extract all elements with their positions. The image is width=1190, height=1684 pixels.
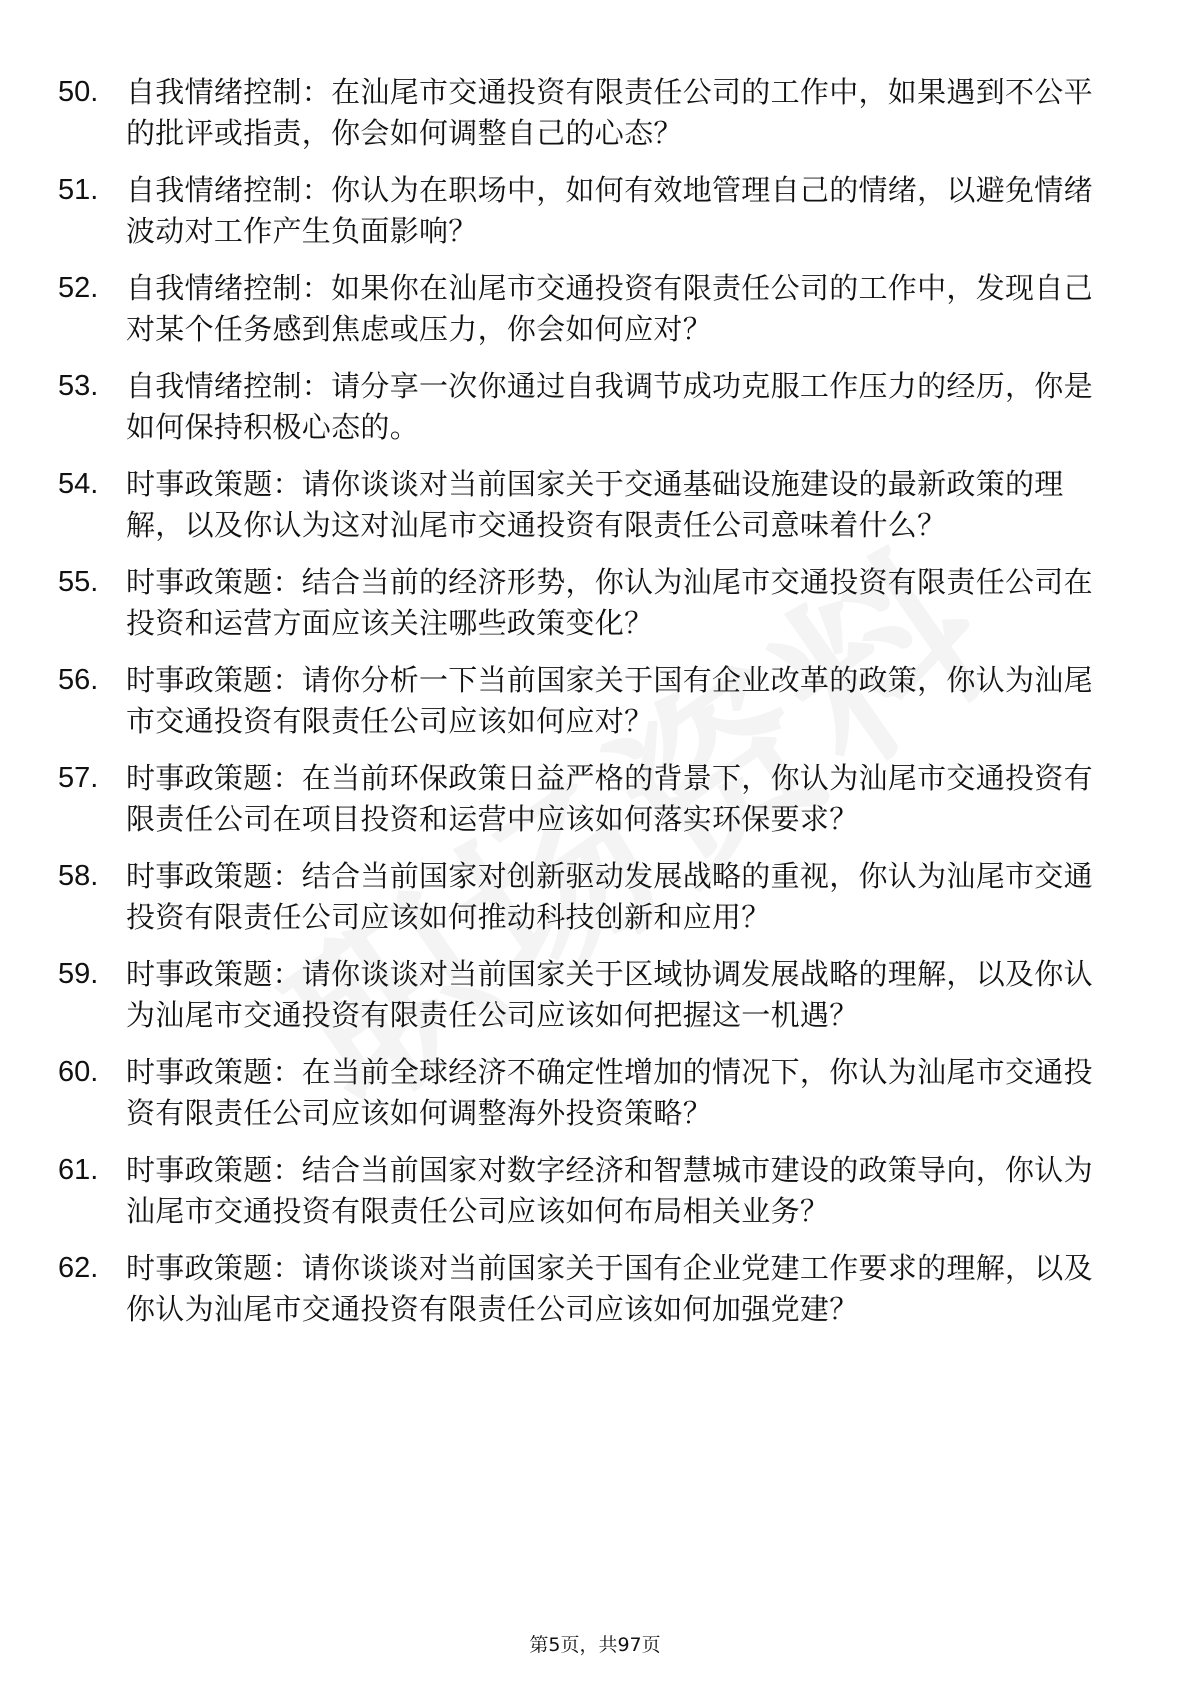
question-text: 自我情绪控制：你认为在职场中，如何有效地管理自己的情绪，以避免情绪波动对工作产生负面影响？ [126,173,1093,248]
question-number: 60. [58,1056,99,1088]
page-footer: 第5页，共97页 [529,1634,661,1656]
question-number: 55. [58,566,99,598]
question-item [58,758,1108,840]
question-text: 时事政策题：结合当前的经济形势，你认为汕尾市交通投资有限责任公司在投资和运营方面应该关注哪些政策变化？ [126,565,1093,640]
question-text: 自我情绪控制：请分享一次你通过自我调节成功克服工作压力的经历，你是如何保持积极心态的。 [126,369,1093,444]
question-text: 自我情绪控制：在汕尾市交通投资有限责任公司的工作中，如果遇到不公平的批评或指责，你会如何调整自己的心态？ [126,75,1093,150]
question-number: 52. [58,272,99,304]
question-text: 时事政策题：请你谈谈对当前国家关于国有企业党建工作要求的理解，以及你认为汕尾市交通投资有限责任公司应该如何加强党建？ [126,1251,1093,1326]
question-number: 58. [58,860,99,892]
question-item [58,1150,1108,1232]
question-number: 61. [58,1154,99,1186]
question-item [58,464,1108,546]
question-text: 时事政策题：结合当前国家对数字经济和智慧城市建设的政策导向，你认为汕尾市交通投资有限责任公司应该如何布局相关业务？ [126,1153,1093,1228]
question-item [58,366,1108,448]
question-number: 57. [58,762,99,794]
question-item [58,954,1108,1036]
question-item [58,1052,1108,1134]
question-number: 62. [58,1252,99,1284]
question-item [58,660,1108,742]
question-number: 56. [58,664,99,696]
question-text: 时事政策题：请你谈谈对当前国家关于区域协调发展战略的理解，以及你认为汕尾市交通投资有限责任公司应该如何把握这一机遇？ [126,957,1093,1032]
question-item [58,72,1108,154]
question-item [58,856,1108,938]
question-number: 51. [58,174,99,206]
question-number: 54. [58,468,99,500]
question-text: 时事政策题：请你分析一下当前国家关于国有企业改革的政策，你认为汕尾市交通投资有限责任公司应该如何应对？ [126,663,1093,738]
question-item [58,268,1108,350]
question-text: 时事政策题：在当前环保政策日益严格的背景下，你认为汕尾市交通投资有限责任公司在项目投资和运营中应该如何落实环保要求？ [126,761,1093,836]
question-item [58,1248,1108,1330]
question-text: 时事政策题：请你谈谈对当前国家关于交通基础设施建设的最新政策的理解，以及你认为这对汕尾市交通投资有限责任公司意味着什么？ [126,467,1064,542]
question-number: 50. [58,76,99,108]
question-text: 时事政策题：结合当前国家对创新驱动发展战略的重视，你认为汕尾市交通投资有限责任公司应该如何推动科技创新和应用？ [126,859,1093,934]
question-text: 自我情绪控制：如果你在汕尾市交通投资有限责任公司的工作中，发现自己对某个任务感到焦虑或压力，你会如何应对？ [126,271,1093,346]
question-number: 59. [58,958,99,990]
question-list [58,72,1108,1346]
question-text: 时事政策题：在当前全球经济不确定性增加的情况下，你认为汕尾市交通投资有限责任公司应该如何调整海外投资策略？ [126,1055,1093,1130]
question-number: 53. [58,370,99,402]
question-item [58,562,1108,644]
question-item [58,170,1108,252]
